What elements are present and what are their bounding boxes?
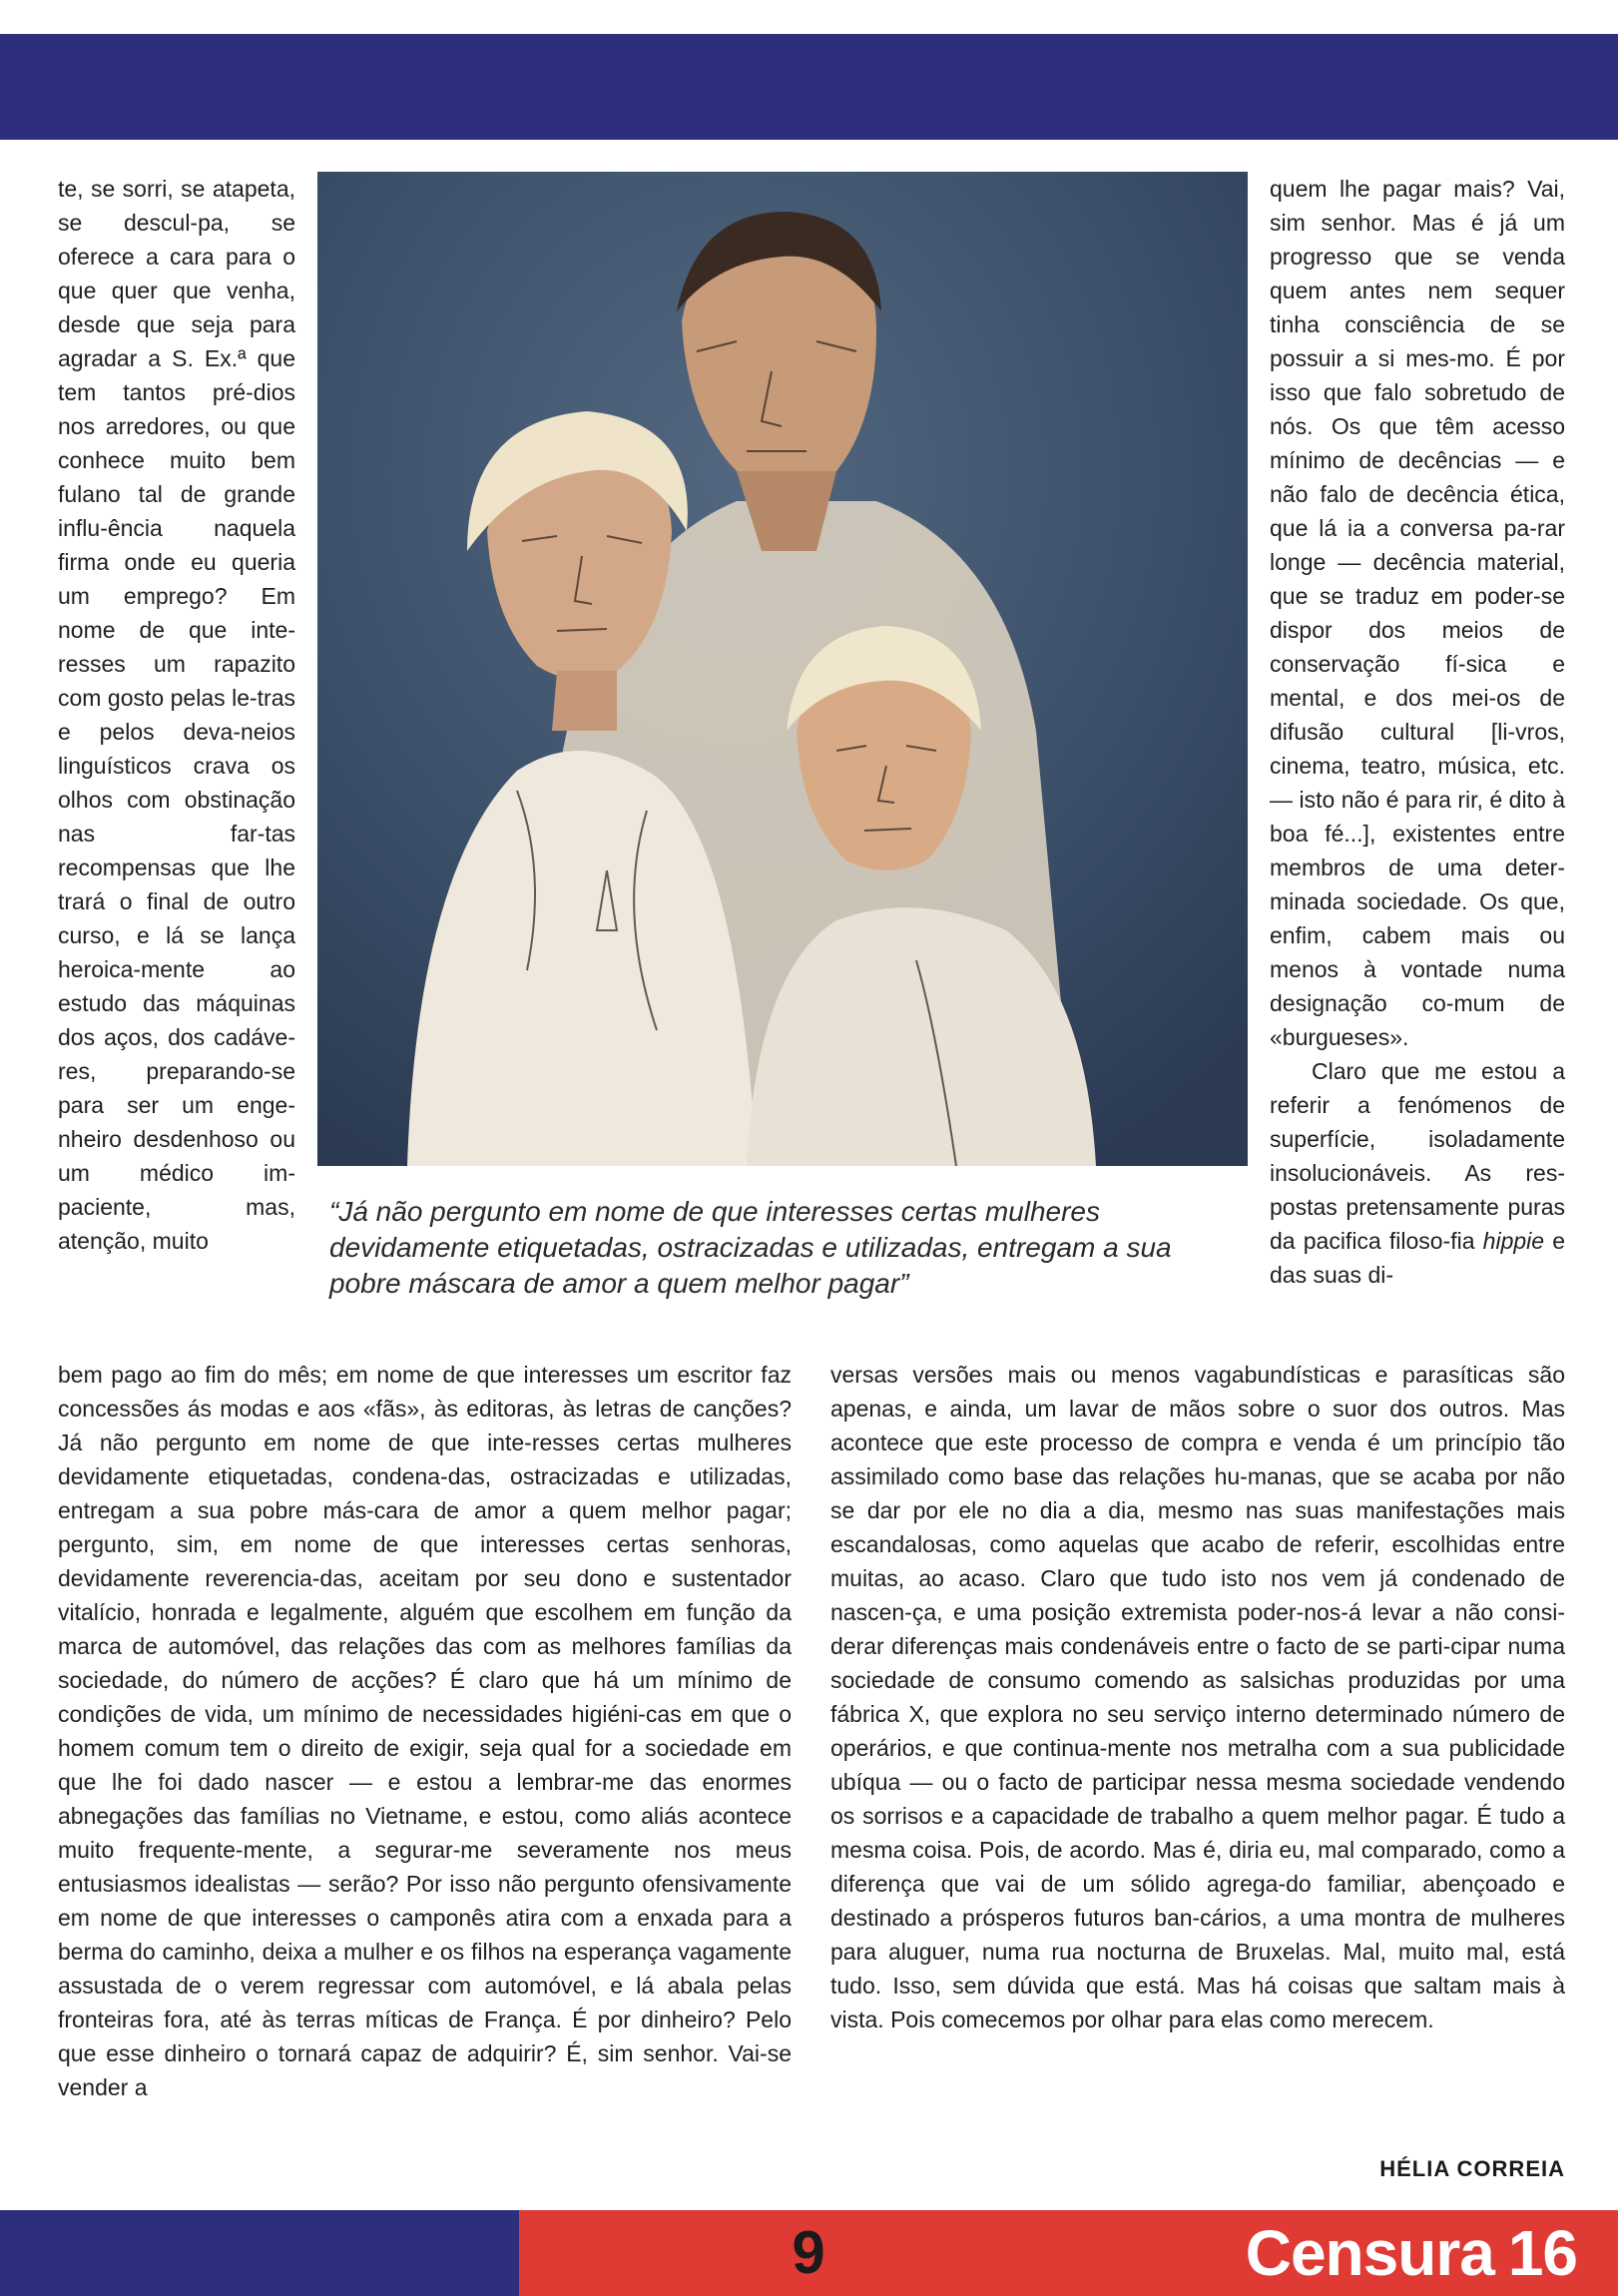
- column-right-paragraph-1: quem lhe pagar mais? Vai, sim senhor. Mas é já um progresso que se venda quem antes nem sequer tinha consciência de se possuir a si mes-mo. É por isso que falo sobretudo de nós. Os que têm acesso mínimo de decências — e não falo de decência ética, que lá ia a conversa pa-rar longe — decência material, que se traduz em poder-se dispor dos meios de conservação fí-sica e mental, e dos mei-os de difusão cultural [li-vros, cinema, teatro, música, etc. — isto não é para rir, é dito à boa fé...], existentes entre membros de uma deter-minada sociedade. Os que, enfim, cabem mais ou menos à vontade numa designação co-mum de «burgueses».: [1270, 176, 1565, 1050]
- magazine-title: [1148, 2210, 1577, 2296]
- column-right-paragraph-2-text: Claro que me estou a referir a fenómenos de superfície, isoladamente insolucionáveis. As res-postas pretensamente puras da pacifica filoso-fia: [1270, 1058, 1565, 1254]
- article-column-bottom-left: [58, 1358, 792, 2104]
- hippie-word: hippie: [1482, 1228, 1545, 1254]
- column-left-text: te, se sorri, se atapeta, se descul-pa, se oferece a cara para o que quer que venha, desde que seja para agradar a S. Ex.ª que tem tantos pré-dios nos arredores, ou que conhece muito bem fulano tal de grande influ-ência naquela firma onde eu queria um emprego? Em nome de que inte-resses um rapazito com gosto pelas le-tras e pelos deva-neios linguísticos crava os olhos com obstinação nas far-tas recompensas que lhe trará o final de outro curso, e lá se lança heroica-mente ao estudo das máquinas dos aços, dos cadáve-res, preparando-se para ser um enge-nheiro desdenhoso ou um médico im-paciente, mas, atenção, muito: [58, 176, 295, 1254]
- article-column-bottom-right: [830, 1358, 1565, 2036]
- footer-band-blue: [0, 2210, 519, 2296]
- column-right-paragraph-2: [1270, 1054, 1565, 1292]
- magazine-name: Censura: [1245, 2217, 1494, 2289]
- author-signature: HÉLIA CORREIA: [1379, 2156, 1565, 2181]
- issue-number: 16: [1507, 2217, 1577, 2289]
- page-number: 9: [792, 2219, 825, 2286]
- column-bottom-left-text: bem pago ao fim do mês; em nome de que interesses um escritor faz concessões ás modas e aos «fãs», às editoras, às letras de canções? Já não pergunto em nome de que inte-resses certas mulheres devidamente etiquetadas, condena-das, ostracizadas e utilizadas, entregam a sua pobre más-cara de amor a quem melhor pagar; pergunto, sim, em nome de que interesses certas senhoras, devidamente reverencia-das, aceitam por seu dono e sustentador vitalício, honrada e legalmente, alguém que escolhem em função da marca de automóvel, das relações das com as melhores famílias da sociedade, do número de acções? É claro que há um mínimo de condições de vida, um mínimo de necessidades higiéni-cas em que o homem comum tem o direito de exigir, seja qual for a sociedade em que lhe foi dado nascer — e estou a lembrar-me das enormes abnegações das famílias no Vietname, e estou, como aliás acontece muito frequente-mente, a segurar-me severamente nos meus entusiasmos idealistas — serão? Por isso não pergunto ofensivamente em nome de que interesses o camponês atira com a enxada para a berma do caminho, deixa a mulher e os filhos na esperança vagamente assustada de o verem regressar com automóvel, e lá abala pelas fronteiras fora, até às terras míticas de França. É por dinheiro? Pelo que esse dinheiro o tornará capaz de adquirir? É, sim senhor. Vai-se vender a: [58, 1362, 792, 2100]
- illustration-caption: “Já não pergunto em nome de que interesses certas mulheres devidamente etiquetadas, ostracizadas e utilizadas, entregam a sua pobre máscara de amor a quem melhor pagar”: [329, 1196, 1172, 1299]
- column-bottom-right-text: versas versões mais ou menos vagabundísticas e parasíticas são apenas, e ainda, um lavar de mãos sobre o suor dos outros. Mas acontece que este processo de compra e venda é um princípio tão assimilado como base das relações hu-manas, que se acaba por não se dar por ele no dia a dia, mesmo nas suas manifestações mais escandalosas, como aquelas que acabo de referir, escolhidas entre muitas, ao acaso. Claro que tudo isto nos vem já condenado de nascen-ça, e uma posição extremista poder-nos-á levar a não consi-derar diferenças mais condenáveis entre o facto de se parti-cipar numa sociedade de consumo comendo as salsichas produzidas por uma fábrica X, que explora no seu serviço interno determinado número de operários, e que continua-mente nos metralha com a sua publicidade ubíqua — ou o facto de participar nessa mesma sociedade vendendo os sorrisos e a capacidade de trabalho a quem melhor pagar. É tudo a mesma coisa. Pois, de acordo. Mas é, diria eu, mal comparado, como a diferença que vai de um sólido agrega-do familiar, abençoado e destinado a prósperos futuros ban-cários, a uma montra de mulheres para aluguer, numa rua nocturna de Bruxelas. Mal, muito mal, está tudo. Isso, sem dúvida que está. Mas há coisas que saltam mais à vista. Pois comecemos por olhar para elas como merecem.: [830, 1362, 1565, 2032]
- header-band: [0, 34, 1618, 140]
- article-column-right: [1270, 172, 1565, 1292]
- column-right-paragraph-2-tail: e das suas di-: [1270, 1228, 1566, 1288]
- illustration-drawing: [317, 172, 1248, 1166]
- article-column-left: [58, 172, 295, 1258]
- family-illustration: [317, 172, 1248, 1166]
